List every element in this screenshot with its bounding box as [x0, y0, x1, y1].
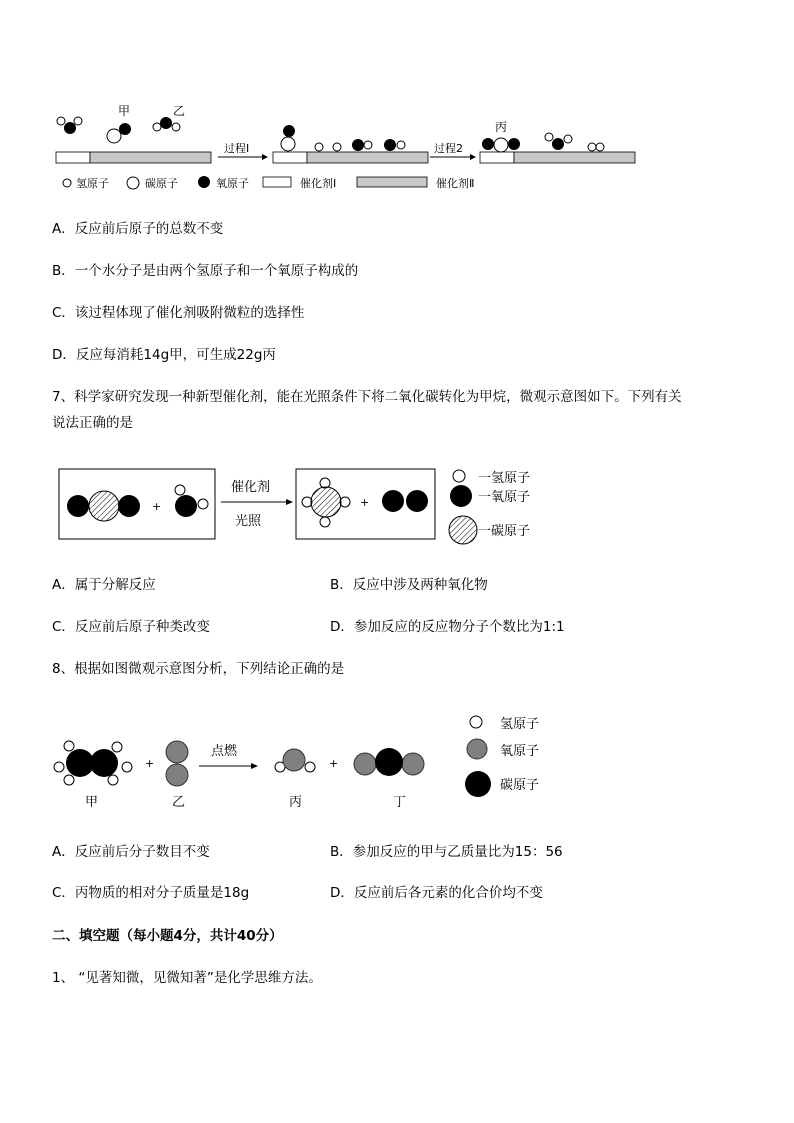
- q7-plus-1: +: [152, 500, 162, 513]
- q8-option-d: D．反应前后各元素的化合价均不变: [330, 885, 543, 901]
- legend-oxygen: 氧原子: [216, 177, 249, 190]
- hydrogen-atom: [112, 742, 122, 752]
- oxygen-atom: [283, 749, 305, 771]
- q7-stem-line1: 7、科学家研究发现一种新型催化剂，能在光照条件下将二氧化碳转化为甲烷，微观示意图如下。下列有关: [52, 389, 682, 405]
- catalyst-i-bar-3: [480, 152, 514, 163]
- hydrogen-atom: [364, 141, 372, 149]
- oxygen-atom: [283, 125, 295, 137]
- hydrogen-atom: [198, 499, 208, 509]
- q8-legend-carbon: 碳原子: [500, 778, 540, 793]
- oxygen-atom: [160, 117, 172, 129]
- q7-arrow-top-label: 催化剂: [231, 480, 271, 495]
- carbon-atom: [66, 749, 94, 777]
- legend-hydrogen: 氢原子: [76, 177, 109, 190]
- oxygen-atom: [552, 138, 564, 150]
- legend-carbon-icon: [127, 177, 139, 189]
- q8-label-ding: 丁: [393, 795, 407, 810]
- hydrogen-atom: [315, 143, 323, 151]
- q8-label-yi: 乙: [172, 795, 186, 810]
- oxygen-atom: [406, 490, 428, 512]
- oxygen-atom: [166, 741, 188, 763]
- hydrogen-atom: [153, 123, 161, 131]
- q6-option-d: D．反应每消耗14g甲，可生成22g丙: [52, 347, 276, 363]
- hydrogen-atom: [54, 762, 64, 772]
- q6-option-b: B．一个水分子是由两个氢原子和一个氧原子构成的: [52, 263, 359, 279]
- hydrogen-atom: [564, 135, 572, 143]
- legend-hydrogen-icon: [63, 179, 71, 187]
- q8-legend-hydrogen: 氢原子: [500, 717, 540, 732]
- catalyst-ii-bar-2: [307, 152, 428, 163]
- legend-catalyst-i: 催化剂Ⅰ: [300, 177, 337, 190]
- catalyst-ii-bar-1: [90, 152, 211, 163]
- legend-catalyst-i-icon: [263, 177, 291, 187]
- hydrogen-atom: [333, 143, 341, 151]
- q8-label-jia: 甲: [85, 795, 99, 810]
- q7-option-a: A．属于分解反应: [52, 577, 156, 593]
- q7-option-d: D．参加反应的反应物分子个数比为1:1: [330, 619, 565, 635]
- q6-process-diagram: [0, 0, 794, 200]
- hydrogen-atom: [122, 762, 132, 772]
- catalyst-ii-bar-3: [514, 152, 635, 163]
- hydrogen-atom: [588, 143, 596, 151]
- legend-oxygen-icon: [450, 485, 472, 507]
- q6-option-a: A．反应前后原子的总数不变: [52, 221, 224, 237]
- hydrogen-atom: [320, 517, 330, 527]
- hydrogen-atom: [320, 478, 330, 488]
- q7-legend-oxygen: 一氧原子: [478, 490, 531, 505]
- legend-hydrogen-icon: [453, 470, 465, 482]
- q7-legend-hydrogen: 一氢原子: [478, 471, 531, 486]
- hydrogen-atom: [172, 123, 180, 131]
- hydrogen-atom: [545, 133, 553, 141]
- process2-label: 过程2: [434, 142, 463, 155]
- catalyst-i-bar-2: [273, 152, 307, 163]
- q8-arrow-label: 点燃: [211, 744, 238, 759]
- oxygen-atom: [119, 123, 131, 135]
- hydrogen-atom: [397, 141, 405, 149]
- oxygen-atom: [482, 138, 494, 150]
- q8-plus-1: +: [145, 757, 155, 770]
- q7-reaction-diagram: [0, 440, 794, 560]
- oxygen-atom: [354, 753, 376, 775]
- carbon-atom: [90, 749, 118, 777]
- hydrogen-atom: [64, 741, 74, 751]
- q6-option-c: C．该过程体现了催化剂吸附微粒的选择性: [52, 305, 305, 321]
- hydrogen-atom: [108, 775, 118, 785]
- carbon-atom: [281, 137, 295, 151]
- q8-label-bing: 丙: [289, 795, 303, 810]
- legend-carbon: 碳原子: [145, 177, 178, 190]
- oxygen-atom: [67, 495, 89, 517]
- hydrogen-atom: [596, 143, 604, 151]
- q7-option-b: B．反应中涉及两种氧化物: [330, 577, 488, 593]
- hydrogen-atom: [175, 485, 185, 495]
- label-bing: 丙: [495, 120, 508, 134]
- q8-option-c: C．丙物质的相对分子质量是18g: [52, 885, 250, 901]
- q8-option-a: A．反应前后分子数目不变: [52, 844, 210, 860]
- process1-label: 过程Ⅰ: [224, 142, 250, 155]
- q7-stem-line2: 说法正确的是: [52, 415, 133, 431]
- carbon-atom: [494, 138, 508, 152]
- hydrogen-atom: [74, 117, 82, 125]
- q8-reaction-diagram: [0, 700, 794, 820]
- oxygen-atom: [118, 495, 140, 517]
- oxygen-atom: [175, 495, 197, 517]
- q7-plus-2: +: [360, 496, 370, 509]
- q7-option-c: C．反应前后原子种类改变: [52, 619, 210, 635]
- legend-carbon-icon: [465, 771, 491, 797]
- legend-catalyst-ii-icon: [357, 177, 427, 187]
- oxygen-atom: [166, 764, 188, 786]
- oxygen-atom: [382, 490, 404, 512]
- carbon-atom: [107, 129, 121, 143]
- q8-plus-2: +: [329, 757, 339, 770]
- section2-title: 二、填空题（每小题4分，共计40分）: [52, 928, 283, 944]
- carbon-atom: [89, 491, 119, 521]
- catalyst-i-bar-1: [56, 152, 90, 163]
- hydrogen-atom: [57, 117, 65, 125]
- label-yi: 乙: [173, 104, 186, 118]
- q7-legend-carbon: 一碳原子: [478, 524, 531, 539]
- q7-arrow-bottom-label: 光照: [235, 514, 262, 529]
- q8-legend-oxygen: 氧原子: [500, 744, 540, 759]
- oxygen-atom: [402, 753, 424, 775]
- legend-oxygen-icon: [467, 739, 487, 759]
- oxygen-atom: [352, 139, 364, 151]
- label-jia: 甲: [118, 104, 131, 118]
- oxygen-atom: [64, 122, 76, 134]
- legend-hydrogen-icon: [470, 716, 482, 728]
- oxygen-atom: [384, 139, 396, 151]
- hydrogen-atom: [305, 762, 315, 772]
- q8-stem: 8、根据如图微观示意图分析，下列结论正确的是: [52, 661, 345, 677]
- oxygen-atom: [508, 138, 520, 150]
- section2-q1: 1、 “见著知微，见微知著”是化学思维方法。: [52, 970, 322, 986]
- hydrogen-atom: [64, 775, 74, 785]
- legend-oxygen-icon: [198, 176, 210, 188]
- legend-carbon-icon: [449, 516, 477, 544]
- legend-catalyst-ii: 催化剂Ⅱ: [436, 177, 475, 190]
- carbon-atom: [311, 487, 341, 517]
- q8-option-b: B．参加反应的甲与乙质量比为15：56: [330, 844, 563, 860]
- carbon-atom: [375, 748, 403, 776]
